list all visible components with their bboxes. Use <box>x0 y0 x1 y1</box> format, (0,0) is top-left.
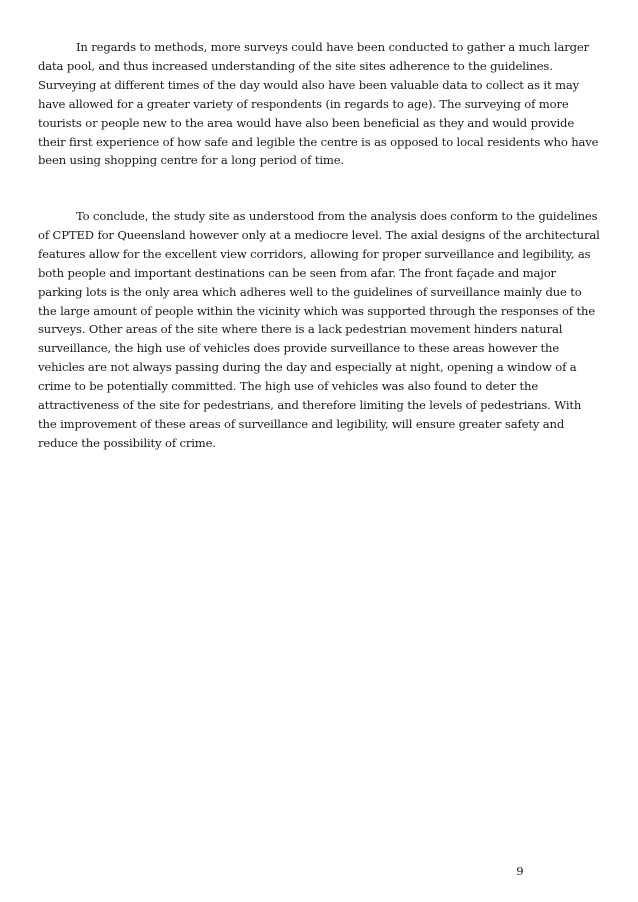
conclusion-paragraph: To conclude, the study site as understood from the analysis does conform to the guidelines of CPTED for Queensland however only at a mediocre level. The axial designs of the architectural features allow for the excellent view corridors, allowing for proper surveillance and legibility, as both people and important destinations can be seen from afar. The front façade and major parking lots is the only area which adheres well to the guidelines of surveillance mainly due to the large amount of people within the vicinity which was supported through the responses of the surveys. Other areas of the site where there is a lack pedestrian movement hinders natural surveillance, the high use of vehicles does provide surveillance to these areas however the vehicles are not always passing during the day and especially at night, opening a window of a crime to be potentially committed. The high use of vehicles was also found to deter the attractiveness of the site for pedestrians, and therefore limiting the levels of pedestrians. With the improvement of these areas of surveillance and legibility, will ensure greater safety and reduce the possibility of crime. <box>38 209 600 450</box>
page-number: 9 <box>516 864 524 878</box>
methods-paragraph: In regards to methods, more surveys could have been conducted to gather a much larger data pool, and thus increased understanding of the site sites adherence to the guidelines. Surveying at different times of the day would also have been valuable data to collect as it may have allowed for a greater variety of respondents (in regards to age). The surveying of more tourists or people new to the area would have also been beneficial as they and would provide their first experience of how safe and legible the centre is as opposed to local residents who have been using shopping centre for a long period of time. <box>38 40 599 168</box>
